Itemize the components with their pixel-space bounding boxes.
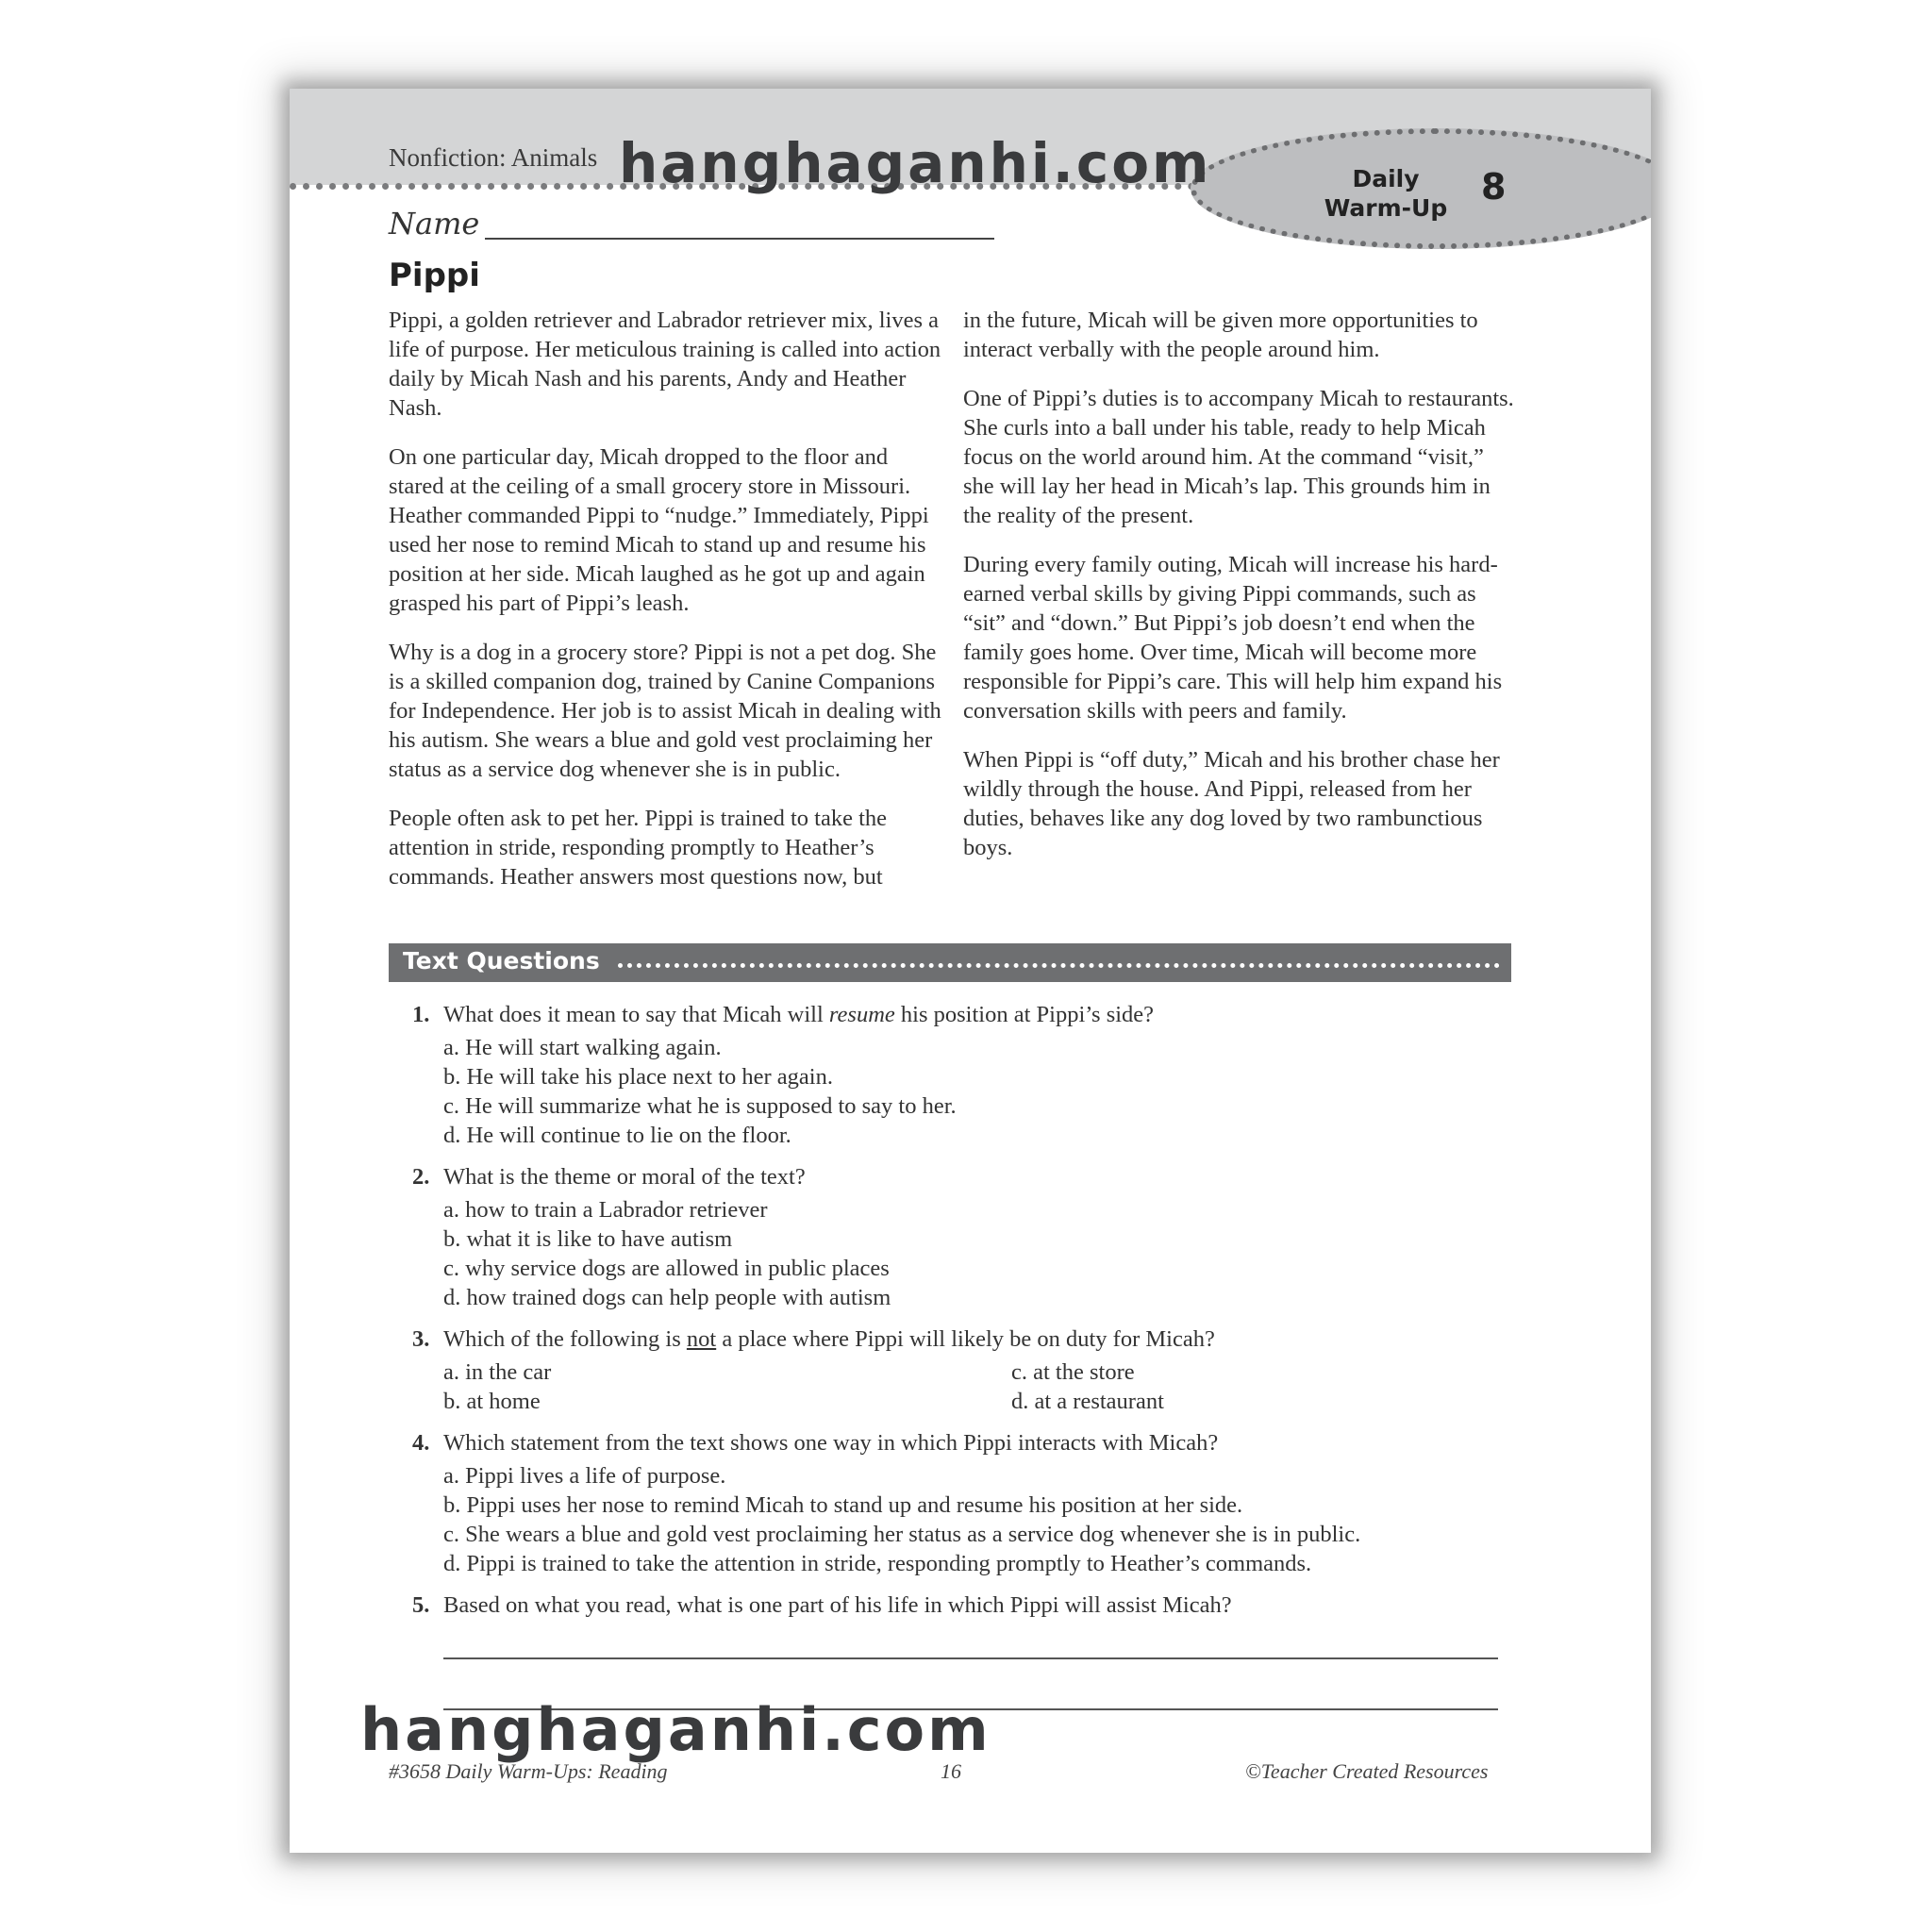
answer-option[interactable]: c. why service dogs are allowed in public places — [443, 1256, 890, 1281]
passage-right-column — [963, 306, 1520, 882]
answer-option[interactable]: d. He will continue to lie on the floor. — [443, 1123, 791, 1148]
question-3 — [412, 1324, 1507, 1416]
question-number: 2. — [412, 1164, 430, 1190]
page-title: Pippi — [389, 257, 480, 294]
answer-line[interactable] — [443, 1657, 1498, 1659]
question-5 — [412, 1591, 1507, 1710]
answer-option[interactable]: b. Pippi uses her nose to remind Micah to stand up and resume his position at her side. — [443, 1492, 1243, 1518]
dotted-leader — [618, 963, 1500, 968]
question-4 — [412, 1428, 1507, 1578]
answer-option[interactable]: b. what it is like to have autism — [443, 1226, 733, 1252]
passage-left-column — [389, 306, 945, 911]
question-number: 4. — [412, 1430, 430, 1456]
questions-list — [412, 1000, 1507, 1723]
question-2 — [412, 1162, 1507, 1312]
answer-option[interactable]: b. He will take his place next to her again. — [443, 1064, 833, 1090]
question-text: What is the theme or moral of the text? — [443, 1164, 806, 1190]
answer-option[interactable]: d. how trained dogs can help people with autism — [443, 1285, 891, 1310]
name-label: Name — [389, 206, 480, 242]
question-number: 1. — [412, 1002, 430, 1027]
question-1 — [412, 1000, 1507, 1150]
category-label: Nonfiction: Animals — [389, 143, 598, 172]
answer-option[interactable]: a. in the car — [443, 1359, 552, 1385]
emphasized-word: resume — [828, 1002, 895, 1027]
paragraph: People often ask to pet her. Pippi is trained to take the attention in stride, responding promptly to Heather’s commands. Heather answers most questions now, but — [389, 806, 887, 890]
paragraph: Pippi, a golden retriever and Labrador retriever mix, lives a life of purpose. Her meticulous training is called into action daily by Micah Nash and his parents, Andy and Heather Nash. — [389, 308, 941, 421]
text-questions-heading: Text Questions — [403, 947, 600, 974]
footer-book-title: #3658 Daily Warm-Ups: Reading — [389, 1759, 668, 1783]
text-questions-bar — [389, 943, 1511, 982]
paragraph: During every family outing, Micah will increase his hard-earned verbal skills by giving Pippi commands, such as “sit” and “down.” But Pippi’s job doesn’t end when the family goes home. Over time, Micah will become more responsible for Pippi’s care. This will help him expand his conversation skills with peers and family. — [963, 552, 1503, 724]
paragraph: One of Pippi’s duties is to accompany Micah to restaurants. She curls into a ball under his table, ready to help Micah focus on the world around him. At the command “visit,” she will lay her head in Micah’s lap. This grounds him in the reality of the present. — [963, 386, 1514, 528]
question-text: What does it mean to say that Micah will resume his position at Pippi’s side? — [443, 1002, 1155, 1027]
answer-option[interactable]: a. Pippi lives a life of purpose. — [443, 1463, 726, 1489]
footer-copyright: ©Teacher Created Resources — [1245, 1759, 1489, 1783]
paragraph: On one particular day, Micah dropped to the floor and stared at the ceiling of a small grocery store in Missouri. Heather commanded Pippi to “nudge.” Immediately, Pippi used her nose to remind Micah to stand up and resume his position at her side. Micah laughed as he got up and again grasped his part of Pippi’s leash. — [389, 444, 929, 616]
underlined-word: not — [686, 1326, 717, 1352]
question-text: Which statement from the text shows one way in which Pippi interacts with Micah? — [443, 1430, 1219, 1456]
footer-page-number: 16 — [941, 1759, 961, 1783]
answer-option[interactable]: c. She wears a blue and gold vest proclaiming her status as a service dog whenever she is in public. — [443, 1522, 1361, 1547]
answer-option[interactable]: c. at the store — [1011, 1359, 1135, 1385]
watermark-bottom: hanghaganhi.com — [360, 1695, 991, 1764]
paragraph: When Pippi is “off duty,” Micah and his brother chase her wildly through the house. And Pippi, released from her duties, behaves like any dog loved by two rambunctious boys. — [963, 747, 1500, 860]
paragraph: Why is a dog in a grocery store? Pippi is not a pet dog. She is a skilled companion dog, trained by Canine Companions for Independence. Her job is to assist Micah in dealing with his autism. She wears a blue and gold vest proclaiming her status as a service dog whenever she is in public. — [389, 640, 941, 782]
answer-option[interactable]: d. at a restaurant — [1011, 1389, 1164, 1414]
answer-option[interactable]: a. how to train a Labrador retriever — [443, 1197, 768, 1223]
paragraph: in the future, Micah will be given more opportunities to interact verbally with the people around him. — [963, 308, 1478, 362]
badge-line-2: Warm-Up — [1324, 194, 1448, 222]
name-field[interactable] — [485, 238, 994, 240]
question-text: Which of the following is not a place where Pippi will likely be on duty for Micah? — [443, 1326, 1215, 1352]
badge-number: 8 — [1481, 166, 1507, 208]
answer-option[interactable]: c. He will summarize what he is supposed to say to her. — [443, 1093, 957, 1119]
question-number: 3. — [412, 1326, 430, 1352]
badge-text — [1320, 164, 1452, 223]
answer-option[interactable]: a. He will start walking again. — [443, 1035, 722, 1060]
question-text: Based on what you read, what is one part of his life in which Pippi will assist Micah? — [443, 1592, 1232, 1618]
question-number: 5. — [412, 1592, 430, 1618]
badge-line-1: Daily — [1352, 165, 1420, 192]
worksheet-page — [290, 89, 1651, 1853]
answer-option[interactable]: d. Pippi is trained to take the attention in stride, responding promptly to Heather’s commands. — [443, 1551, 1312, 1576]
watermark-top: hanghaganhi.com — [619, 131, 1212, 195]
answer-option[interactable]: b. at home — [443, 1389, 541, 1414]
